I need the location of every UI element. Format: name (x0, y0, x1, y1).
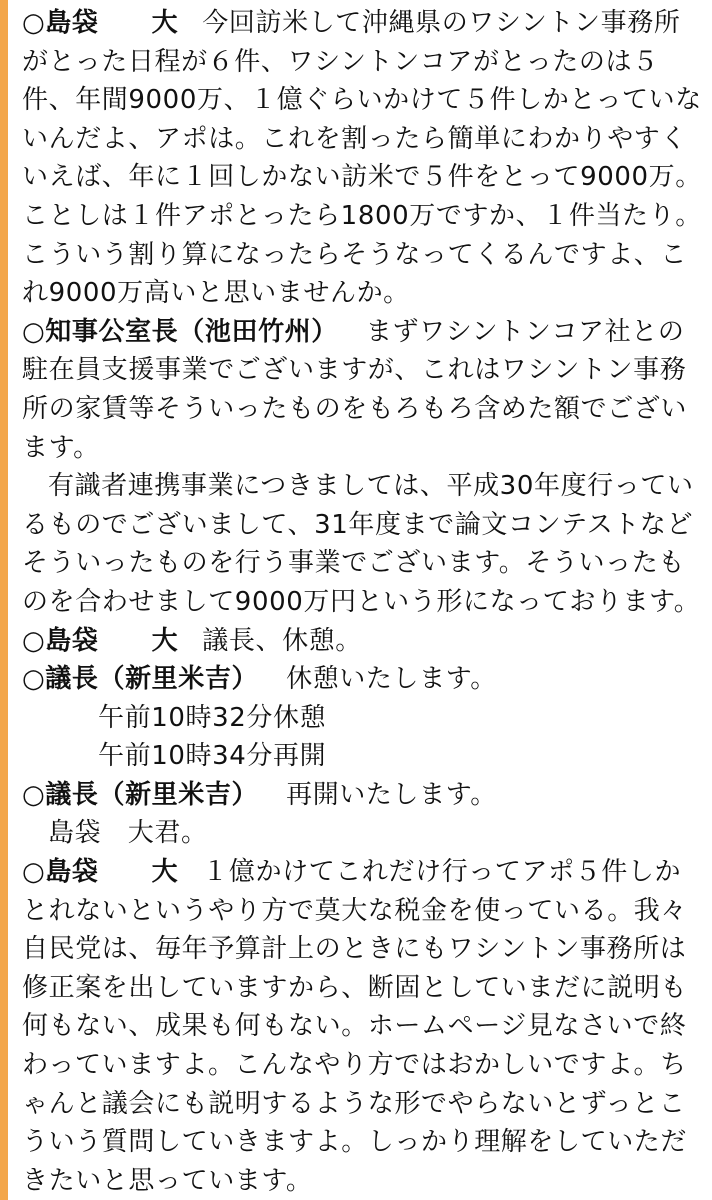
recognized-member: 島袋 大君。 (48, 818, 208, 849)
speech-text: 今回訪米して沖縄県のワシントン事務所がとった日程が６件、ワシントンコアがとったのは５件、年間9000万、１億ぐらいかけて５件しかとっていないんだよ、アポは。これを割ったら簡単にわかりやすくいえば、年に１回しかない訪米で５件をとって9000万。ことしは１件アポとったら1800万ですか、１件当たり。こういう割り算になったらそうなってくるんですよ、これ9000万高いと思いませんか。 (22, 8, 702, 309)
speaker-name: ○議長（新里米吉） (22, 664, 259, 695)
speech-block (22, 4, 706, 313)
speaker-name: ○島袋 大 (22, 625, 179, 656)
speech-text: １億かけてこれだけ行ってアポ５件しかとれないというやり方で莫大な税金を使っている。我々自民党は、毎年予算計上のときにもワシントン事務所は修正案を出していますから、断固としていまだに説明も何もない、成果も何もない。ホームページ見なさいで終わっていますよ。こんなやり方ではおかしいですよ。ちゃんと議会にも説明するような形でやらないとずっとこういう質問していきますよ。しっかり理解をしていただきたいと思っています。 (22, 857, 688, 1196)
speech-block (22, 622, 706, 661)
speaker-name: ○議長（新里米吉） (22, 779, 259, 810)
speaker-name: ○島袋 大 (22, 857, 179, 888)
resume-note (22, 737, 706, 776)
recognition-note (22, 814, 706, 853)
speech-continuation (22, 467, 706, 621)
accent-bar (0, 0, 8, 1200)
speech-text: 議長、休憩。 (202, 625, 362, 656)
speech-block (22, 853, 706, 1200)
resume-time: 午前10時34分再開 (98, 741, 327, 772)
speech-text: 再開いたします。 (286, 779, 497, 810)
speech-block (22, 776, 706, 815)
speech-text: まずワシントンコア社との駐在員支援事業でございますが、これはワシントン事務所の家賃等そういったものをもろもろ含めた額でございます。 (22, 316, 688, 463)
speech-text: 有識者連携事業につきましては、平成30年度行っているものでございまして、31年度まで論文コンテストなどそういったものを行う事業でございます。そういったものを合わせまして9000万円という形になっております。 (22, 471, 701, 617)
recess-time: 午前10時32分休憩 (98, 702, 327, 733)
speech-block (22, 660, 706, 699)
transcript-body (22, 4, 706, 1200)
recess-note (22, 699, 706, 738)
speech-text: 休憩いたします。 (286, 664, 497, 695)
speech-block (22, 313, 706, 467)
speaker-name: ○知事公室長（池田竹州） (22, 316, 338, 347)
speaker-name: ○島袋 大 (22, 8, 179, 38)
